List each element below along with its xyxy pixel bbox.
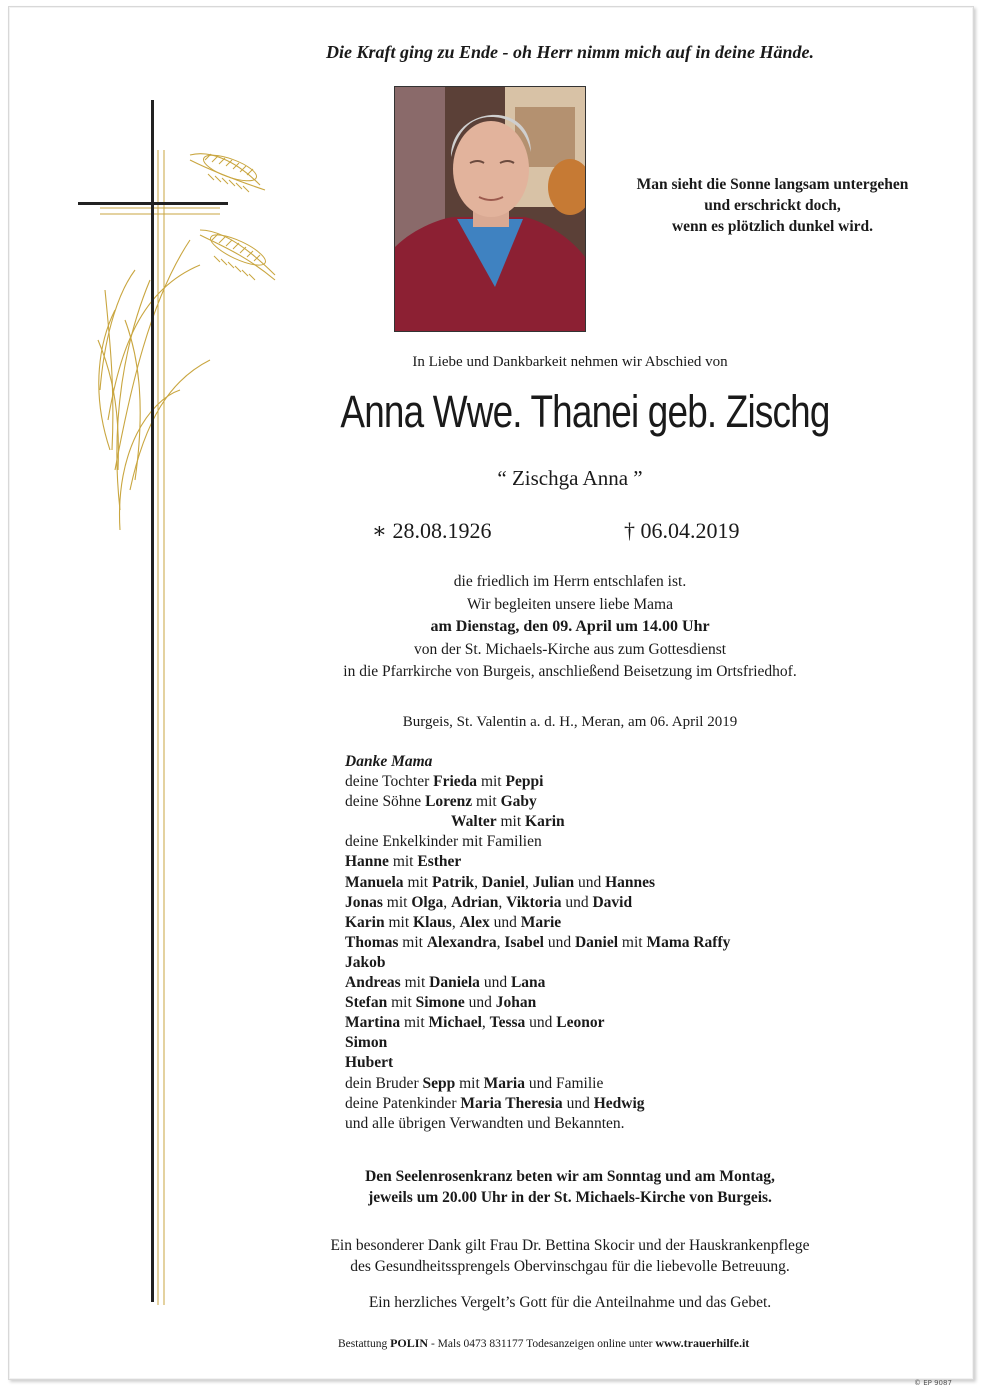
quote-line: Man sieht die Sonne langsam untergehen	[636, 176, 909, 193]
family-member-name: Simone	[415, 994, 465, 1012]
family-member-name: Frieda	[433, 773, 478, 791]
intro-text: In Liebe und Dankbarkeit nehmen wir Abschied von	[412, 354, 728, 370]
family-member-name: Karin	[345, 913, 385, 931]
family-member-name: Karin	[525, 813, 565, 831]
family-member-name: Leonor	[556, 1014, 605, 1032]
family-member-name: Klaus	[413, 913, 452, 931]
quote-line: und erschrickt doch,	[704, 197, 841, 214]
family-connector: und	[543, 933, 575, 951]
family-connector: und	[525, 1014, 557, 1032]
announcement-line: Wir begleiten unsere liebe Mama	[467, 595, 673, 613]
family-member-name: Martina	[345, 1014, 401, 1032]
announcement-line: die friedlich im Herrn entschlafen ist.	[453, 573, 687, 590]
family-member-name: Isabel	[504, 933, 544, 951]
announcement-line: in die Pfarrkirche von Burgeis, anschließend Beisetzung im Ortsfriedhof.	[343, 663, 797, 680]
family-line	[345, 772, 730, 792]
family-member-name: Alexandra	[426, 933, 497, 951]
family-member-name: Thomas	[345, 933, 399, 951]
family-connector: und	[561, 893, 593, 911]
family-line	[345, 873, 730, 893]
portrait-image	[395, 87, 585, 331]
family-connector: dein Bruder	[345, 1074, 423, 1092]
family-connector: mit	[403, 873, 432, 891]
family-connector: mit	[398, 933, 427, 951]
family-member-name: Walter	[451, 813, 497, 831]
family-line	[345, 893, 730, 913]
cross-with-wheat-icon	[60, 90, 290, 1310]
family-connector: mit	[382, 893, 412, 911]
rosary-line: Den Seelenrosenkranz beten wir am Sonntag und am Montag,	[365, 1168, 775, 1185]
family-connector: und	[562, 1094, 594, 1112]
family-connector: deine Patenkinder	[345, 1094, 461, 1112]
family-member-name: Patrik	[431, 873, 475, 891]
family-connector: deine Tochter	[345, 773, 434, 791]
announcement-line: von der St. Michaels-Kirche aus zum Gottesdienst	[413, 640, 727, 658]
motto-text: Die Kraft ging zu Ende - oh Herr nimm mich auf in deine Hände.	[325, 42, 815, 62]
family-member-name: Hedwig	[593, 1094, 645, 1112]
family-line	[345, 1033, 730, 1053]
family-connector: ,	[481, 1014, 490, 1032]
rosary-notice	[290, 1166, 850, 1208]
family-connector: ,	[496, 933, 505, 951]
family-connector: mit	[388, 853, 418, 871]
family-member-name: Maria Theresia	[460, 1094, 563, 1112]
family-member-name: Andreas	[345, 974, 401, 992]
family-line	[345, 1114, 730, 1134]
family-member-name: Johan	[495, 994, 537, 1012]
family-member-name: Daniel	[481, 873, 525, 891]
family-connector: ,	[498, 893, 507, 911]
family-connector: und	[489, 913, 521, 931]
family-member-name: Mama Raffy	[646, 933, 731, 951]
family-member-name: Viktoria	[506, 893, 562, 911]
footer-company: POLIN	[390, 1336, 429, 1350]
family-member-name: Tessa	[489, 1014, 526, 1032]
family-connector: und	[464, 994, 496, 1012]
family-line	[345, 1094, 730, 1114]
family-member-name: Michael	[428, 1014, 482, 1032]
family-connector: mit	[472, 793, 501, 811]
portrait-photo	[394, 86, 586, 332]
deceased-name: Anna Wwe. Thanei geb. Zischg	[340, 386, 830, 437]
family-member-name: Peppi	[505, 773, 544, 791]
family-connector: mit	[400, 1014, 429, 1032]
family-connector: und	[479, 974, 511, 992]
family-connector: mit	[400, 974, 430, 992]
family-line	[345, 1074, 730, 1094]
footer-url-link[interactable]: www.trauerhilfe.it	[655, 1336, 750, 1350]
family-list	[345, 752, 730, 1134]
family-connector: mit	[455, 1074, 484, 1092]
family-member-name: Alex	[459, 913, 490, 931]
family-connector: mit	[387, 994, 416, 1012]
family-member-name: Manuela	[345, 873, 404, 891]
family-heading: Danke Mama	[345, 753, 433, 770]
family-connector: ,	[524, 873, 533, 891]
thanks-line: des Gesundheitssprengels Obervinschgau für die liebevolle Betreuung.	[350, 1258, 790, 1275]
print-code: © EP 9087	[914, 1379, 952, 1387]
family-member-name: Sepp	[422, 1074, 456, 1092]
family-connector: deine Söhne	[345, 793, 426, 811]
family-line	[345, 792, 730, 812]
family-line	[345, 852, 730, 872]
family-member-name: Julian	[532, 873, 575, 891]
family-line	[345, 953, 730, 973]
family-connector: mit	[496, 813, 526, 831]
thanks-line: Ein besonderer Dank gilt Frau Dr. Bettina Skocir und der Hauskrankenpflege	[330, 1237, 810, 1254]
family-member-name: Hubert	[345, 1054, 394, 1072]
family-line	[345, 933, 730, 953]
family-member-name: Jonas	[345, 893, 383, 911]
announcement	[290, 571, 850, 684]
footer-prefix: Bestattung	[338, 1338, 391, 1350]
birth-date: ∗ 28.08.1926	[372, 518, 492, 543]
footer-middle: - Mals 0473 831177 Todesanzeigen online unter	[428, 1338, 656, 1350]
family-member-name: Adrian	[450, 893, 499, 911]
family-member-name: Gaby	[500, 793, 537, 811]
nickname: “ Zischga Anna ”	[497, 466, 643, 490]
family-member-name: Maria	[483, 1074, 525, 1092]
rosary-line: jeweils um 20.00 Uhr in der St. Michaels-Kirche von Burgeis.	[368, 1189, 772, 1206]
family-line	[345, 993, 730, 1013]
family-member-name: Hanne	[345, 853, 389, 871]
family-connector: und Familie	[524, 1074, 604, 1092]
family-member-name: Stefan	[345, 994, 388, 1012]
family-connector: und alle übrigen Verwandten und Bekannten.	[345, 1114, 625, 1132]
family-connector: mit	[618, 933, 647, 951]
family-member-name: Lana	[510, 974, 546, 992]
family-line	[345, 812, 730, 832]
family-connector: deine Enkelkinder mit Familien	[345, 833, 542, 851]
family-line	[345, 973, 730, 993]
family-line	[345, 913, 730, 933]
vergelt-text: Ein herzliches Vergelt’s Gott für die Anteilnahme und das Gebet.	[368, 1294, 772, 1311]
death-date: † 06.04.2019	[624, 518, 740, 543]
family-connector: ,	[443, 893, 451, 911]
family-member-name: Jakob	[345, 953, 386, 971]
family-member-name: Marie	[520, 913, 562, 931]
funeral-date: am Dienstag, den 09. April um 14.00 Uhr	[430, 618, 710, 635]
family-member-name: Simon	[345, 1034, 388, 1052]
thanks-notice	[290, 1235, 850, 1277]
family-member-name: Daniel	[574, 933, 619, 951]
family-connector: mit	[384, 913, 414, 931]
family-member-name: Olga	[411, 893, 444, 911]
family-member-name: Esther	[417, 853, 462, 871]
family-member-name: David	[592, 893, 633, 911]
family-line	[345, 1013, 730, 1033]
quote-line: wenn es plötzlich dunkel wird.	[671, 218, 874, 235]
family-line	[345, 832, 730, 852]
family-connector: mit	[477, 773, 506, 791]
footer	[338, 1336, 749, 1351]
family-member-name: Daniela	[429, 974, 480, 992]
family-connector: und	[574, 873, 606, 891]
family-member-name: Lorenz	[425, 793, 473, 811]
family-connector: ,	[474, 873, 482, 891]
quote	[600, 174, 945, 237]
family-member-name: Hannes	[605, 873, 656, 891]
family-connector: ,	[451, 913, 460, 931]
place-date: Burgeis, St. Valentin a. d. H., Meran, am 06. April 2019	[402, 714, 738, 730]
family-line	[345, 1053, 730, 1073]
